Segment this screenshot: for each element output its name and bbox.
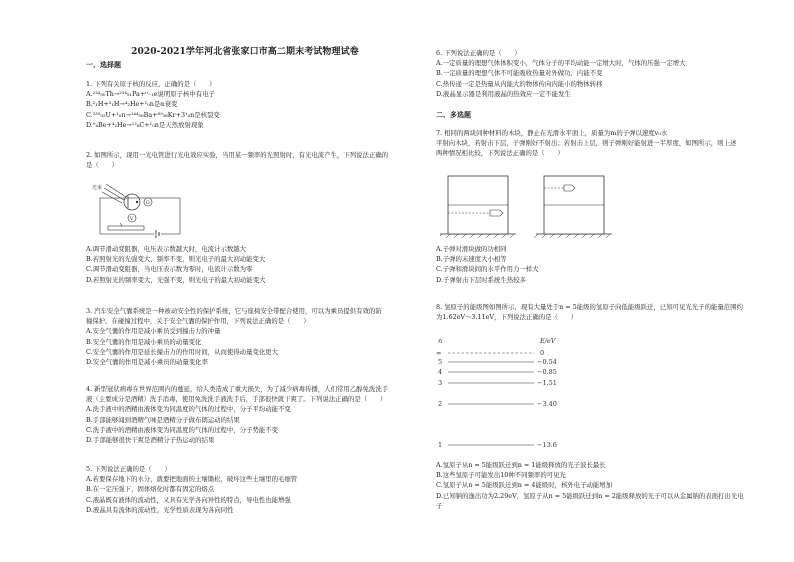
q7-option-a: A.子弹对滑块做的功相同 — [436, 245, 507, 253]
q5-stem: 5. 下列说法正确的是（ ） — [86, 465, 171, 473]
question-8-options — [436, 460, 744, 511]
q2-stem-line2: 是（ ） — [86, 161, 118, 170]
q6-option-c: C.热传递一定是热量从内能大的物体传向内能小的物体转移 — [436, 79, 603, 88]
q3-option-b: B.安全气囊的作用是减小乘员的动量变化 — [86, 337, 202, 346]
q8-option-a: A.氢原子从n = 5能级跃迁到n = 1能级释放的光子波长最长 — [436, 461, 606, 469]
q4-option-b: B.手部能够闻到酒精气味是酒精分子做布朗运动的结果 — [86, 415, 240, 424]
q5-option-b: B.在一定压强下，固体熔化时都有固定的熔点 — [86, 485, 215, 494]
svg-text:G: G — [145, 200, 150, 206]
q2-stem-line1: 2. 如图所示，现用一光电管进行光电效应实验，当用某一频率的光照射时，有光电流产生，下列说法正确的 — [86, 151, 389, 159]
q4-option-d: D.手部能够很快干爽是酒精分子热运动的结果 — [86, 436, 215, 445]
q8-stem-line1: 8. 氢原子的能级图如图所示，现有大量处于n = 5能级的氢原子向低能级跃迁，已知可见光光子的能量范围约 — [436, 303, 743, 311]
q4-option-c: C.洗手液中的酒精由液体变为同温度的气体的过程中，分子势能不变 — [86, 425, 279, 434]
level-e-1: −13.6 — [537, 441, 557, 449]
q7-option-b: B.子弹的末速度大小相等 — [436, 255, 507, 264]
question-3 — [86, 306, 382, 367]
q7-stem-line1: 7. 相同的两块同种材料的木块，静止在光滑水平面上，质量为m的子弹以速度v₀水 — [436, 129, 668, 137]
q8-stem-line2: 为1.62eV～3.11eV，下列说法正确的是（ ） — [436, 313, 578, 322]
q2-option-a: A.调节滑动变阻器，电压表示数越大时，电流计示数越大 — [86, 245, 247, 253]
q3-stem-line1: 3. 汽车安全气囊系统是一种被动安全性的保护系统，它与座椅安全带配合使用，可以为乘员提供有效的防 — [86, 307, 382, 315]
level-e-5: −0.54 — [537, 358, 557, 366]
q6-option-a: A.一定质量的理想气体体积变小，气体分子的平均动能一定增大时，气体的压强一定增大 — [436, 59, 686, 68]
figure-light-beam-label: 光束 — [92, 185, 103, 191]
q2-option-b: B.若照射光的光强变大，频率不变，则光电子的最大初动能变大 — [86, 255, 266, 264]
question-2 — [86, 150, 388, 170]
q1-stem: 1. 下列有关原子核的反应，正确的是（ ） — [86, 80, 216, 88]
bullet-blocks-figure — [440, 168, 640, 240]
q1-option-c: C.²³⁵₉₂U+¹₀n→¹⁴⁴₅₆Ba+⁸⁹₃₆Kr+3¹₀n是核裂变 — [86, 110, 220, 119]
q3-option-c: C.安全气囊的作用是延长撞击力的作用时间，从而使得动量变化更大 — [86, 347, 279, 356]
q6-option-b: B.一定质量的理想气体不可能吸收热量对外做功，内能不变 — [436, 69, 603, 78]
question-6 — [436, 48, 686, 99]
level-n-1: 1 — [438, 441, 443, 449]
photoelectric-circuit-figure — [90, 180, 190, 242]
q3-option-a: A.安全气囊的作用是减小乘员受到撞击力的冲量 — [86, 327, 221, 336]
q6-option-d: D.液晶显示器是利用液晶的热效应一定不能发生 — [436, 89, 571, 98]
q7-stem-line2: 平射向木块，若射击下层，子弹刚好不射出；若射击上层，则子弹刚好能射进一半厚度，如图所示，则上述 — [436, 139, 737, 148]
q7-option-c: C.子弹和滑块间的水平作用力一样大 — [436, 265, 539, 274]
level-e-2: −3.40 — [537, 400, 557, 408]
question-5 — [86, 464, 297, 515]
q4-option-a: A.洗手液中的酒精由液体变为同温度的气体的过程中，分子平均动能不变 — [86, 405, 291, 414]
q8-option-b: B.这些氢原子可能发出10种不同频率的可见光 — [436, 471, 566, 480]
svg-text:V: V — [129, 216, 134, 222]
level-n-inf: ∞ — [436, 349, 442, 357]
q2-option-d: D.若照射光的频率变大，光强不变，则光电子的最大初动能变大 — [86, 275, 266, 284]
level-n-4: 4 — [438, 368, 443, 376]
q6-stem: 6. 下列说法正确的是（ ） — [436, 49, 521, 57]
q1-option-d: D.⁹₄Be+⁴₂He→¹²₆C+¹₀n是天然放射现象 — [86, 120, 204, 129]
q3-option-d: D.安全气囊的作用是减小乘员的动量变化率 — [86, 358, 208, 367]
level-e-4: −0.85 — [537, 368, 557, 376]
q7-stem-line3: 两种情况相比较，下列说法正确的是（ ） — [436, 149, 564, 158]
q7-option-d: D.子弹射击下层时系统生热较多 — [436, 275, 527, 284]
section-multi-choice: 二、多选题 — [436, 110, 471, 119]
question-1 — [86, 79, 220, 130]
question-7-options — [436, 244, 539, 285]
question-2-options — [86, 244, 265, 285]
q2-option-c: C.调节滑动变阻器，当电压表示数为零时，电流计示数为零 — [86, 265, 253, 274]
energy-e-header: E/eV — [540, 337, 556, 345]
q1-option-a: A.²³⁴₉₀Th→²³⁴₉₁Pa+⁰₋₁e说明原子核中有电子 — [86, 90, 215, 99]
hydrogen-energy-level-diagram — [436, 334, 596, 458]
level-n-5: 5 — [438, 358, 443, 366]
question-4 — [86, 384, 388, 445]
q3-stem-line2: 撞保护。在碰撞过程中，关于安全气囊的保护作用，下列说法正确的是（ ） — [86, 317, 310, 326]
q8-option-c: C.氢原子从n = 5能级跃迁到n = 4能级时，核外电子动能增加 — [436, 481, 613, 490]
level-e-inf: 0 — [540, 349, 545, 357]
q5-option-a: A.若要保存地下的水分，就要把地面的土壤锄松，破坏这些土壤里的毛细管 — [86, 475, 298, 484]
level-n-3: 3 — [438, 379, 443, 387]
q1-option-b: B.²₁H+³₁H→⁴₂He+¹₀n是α衰变 — [86, 100, 178, 109]
level-e-3: −1.51 — [537, 379, 557, 387]
question-7 — [436, 128, 736, 159]
q4-stem-line2: 液（主要成分是酒精）洗手消毒，使用免洗洗手液洗手后，手部很快就干爽了。下列说法正确的是（ ） — [86, 395, 387, 404]
exam-title: 2020-2021学年河北省张家口市高二期末考试物理试卷 — [131, 47, 359, 57]
q5-option-c: C.液晶既有液体的流动性，又具有光学各向异性的特点，导电性也能增强 — [86, 495, 291, 504]
q5-option-d: D.液晶具有流体的流动性，光学性质表现为各向同性 — [86, 505, 234, 514]
energy-n-header: n — [438, 337, 443, 345]
q4-stem-line1: 4. 新型冠状病毒在世界范围内的蔓延，给人类造成了重大损失，为了减少病毒传播，人们常用乙醇免洗洗手 — [86, 385, 389, 393]
q8-option-d-continued: 子 — [436, 501, 443, 510]
question-8 — [436, 302, 743, 322]
level-n-2: 2 — [438, 400, 443, 408]
section-single-choice: 一、选择题 — [86, 60, 121, 69]
q8-option-d: D.已知钠的逸出功为2.29eV，氢原子从n = 5能级跃迁到n = 2能级释放的光子可以从金属钠的表面打出光电 — [436, 491, 744, 500]
